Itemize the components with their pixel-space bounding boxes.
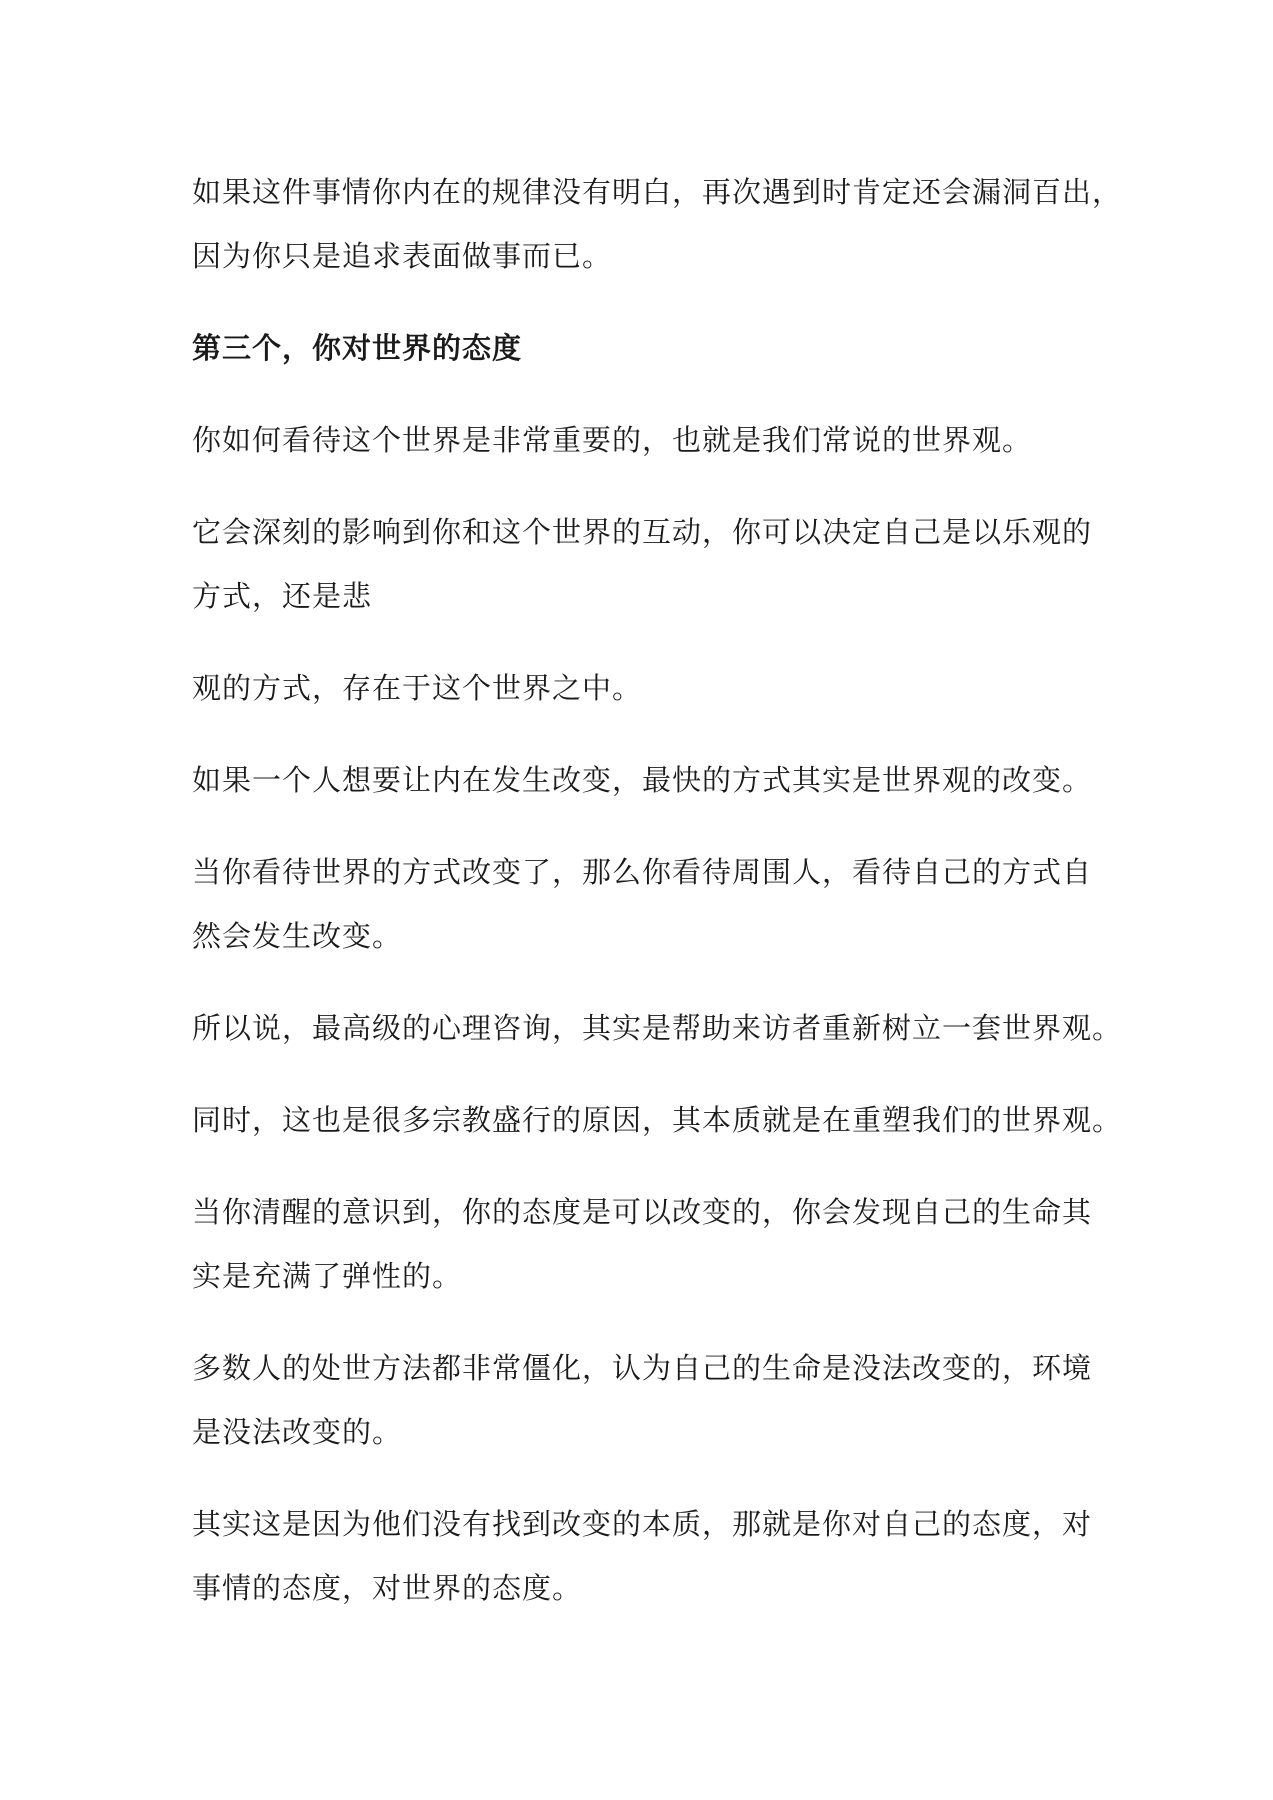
text-line: 它会深刻的影响到你和这个世界的互动，你可以决定自己是以乐观的 [192, 515, 1093, 549]
paragraph [192, 408, 1092, 472]
text-line: 当你清醒的意识到，你的态度是可以改变的，你会发现自己的生命其 [192, 1195, 1093, 1229]
paragraph [192, 1180, 1092, 1308]
text-line: 因为你只是追求表面做事而已。 [192, 239, 613, 273]
text-line: 然会发生改变。 [192, 919, 403, 953]
section-heading [192, 316, 1092, 380]
text-line: 如果一个人想要让内在发生改变，最快的方式其实是世界观的改变。 [192, 763, 1093, 797]
text-line: 观的方式，存在于这个世界之中。 [192, 671, 643, 705]
paragraph [192, 996, 1123, 1060]
paragraph [192, 1336, 1092, 1464]
paragraph [192, 500, 1092, 628]
paragraph [192, 840, 1092, 968]
text-line: 其实这是因为他们没有找到改变的本质，那就是你对自己的态度，对 [192, 1507, 1093, 1541]
paragraph [192, 1492, 1092, 1620]
heading-text: 第三个，你对世界的态度 [192, 331, 523, 365]
text-line: 实是充满了弹性的。 [192, 1259, 463, 1293]
document-body [192, 160, 1123, 1648]
text-line: 所以说，最高级的心理咨询，其实是帮助来访者重新树立一套世界观。 [192, 1011, 1123, 1045]
paragraph [192, 160, 1123, 288]
text-line: 方式，还是悲 [192, 579, 373, 613]
text-line: 当你看待世界的方式改变了，那么你看待周围人，看待自己的方式自 [192, 855, 1093, 889]
text-line: 同时，这也是很多宗教盛行的原因，其本质就是在重塑我们的世界观。 [192, 1103, 1123, 1137]
paragraph [192, 1088, 1123, 1152]
text-line: 如果这件事情你内在的规律没有明白，再次遇到时肯定还会漏洞百出， [192, 175, 1123, 209]
text-line: 是没法改变的。 [192, 1415, 403, 1449]
paragraph [192, 748, 1092, 812]
text-line: 多数人的处世方法都非常僵化，认为自己的生命是没法改变的，环境 [192, 1351, 1093, 1385]
text-line: 你如何看待这个世界是非常重要的，也就是我们常说的世界观。 [192, 423, 1033, 457]
paragraph [192, 656, 1092, 720]
text-line: 事情的态度，对世界的态度。 [192, 1571, 583, 1605]
